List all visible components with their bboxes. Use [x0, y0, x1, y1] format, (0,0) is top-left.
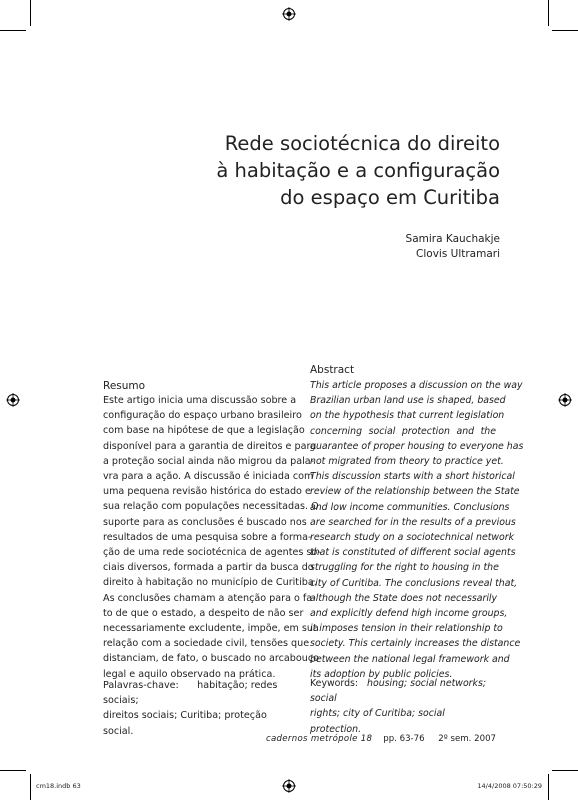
abstract-text — [310, 378, 524, 682]
resumo-line: relação com a sociedade civil, tensões que — [103, 638, 310, 650]
keywords-value: rights; city of Curitiba; social protection. — [310, 708, 445, 735]
crop-mark — [30, 774, 31, 800]
resumo-line: legal e aquilo observado na prática. — [103, 668, 276, 680]
crop-mark — [552, 30, 578, 31]
resumo-line: direito à habitação no município de Curitiba. — [103, 577, 317, 589]
keywords-label: Palavras-chave: — [103, 680, 179, 691]
crop-mark — [0, 770, 26, 771]
resumo-line: ciais diversos, formada a partir da busca do — [103, 562, 314, 574]
page-footer — [266, 734, 496, 744]
palavras-chave — [103, 678, 293, 739]
abstract-line: and low income communities. Conclusions — [310, 501, 510, 513]
crop-mark — [548, 0, 549, 26]
resumo-line: sua relação com populações necessitadas. O — [103, 501, 319, 513]
article-title — [140, 130, 500, 211]
page-range: pp. 63-76 — [383, 734, 425, 744]
abstract-line: are searched for in the results of a previous — [310, 516, 516, 528]
abstract-line: between the national legal framework and — [310, 653, 510, 665]
resumo-line: vra para a ação. A discussão é iniciada com — [103, 471, 314, 483]
abstract-line: This article proposes a discussion on the way — [310, 380, 523, 391]
resumo-line: distanciam, de fato, o buscado no arcabouço — [103, 653, 319, 665]
abstract-line: concerning social protection and the — [310, 425, 496, 437]
resumo-line: ção de uma rede sociotécnica de agentes so- — [103, 547, 321, 559]
registration-mark-icon — [6, 393, 20, 407]
keywords — [310, 676, 496, 737]
slug-datetime: 14/4/2008 07:50:29 — [477, 782, 542, 790]
crop-mark — [0, 30, 26, 31]
keywords-label: Keywords: — [310, 678, 359, 689]
abstract-line: research study on a sociotechnical network — [310, 532, 515, 544]
resumo-heading: Resumo — [103, 380, 146, 392]
title-line: Rede sociotécnica do direito — [224, 132, 500, 155]
crop-mark — [30, 0, 31, 26]
abstract-line: review of the relationship between the State — [310, 486, 520, 498]
abstract-line: struggling for the right to housing in the — [310, 562, 499, 574]
resumo-line: necessariamente excludente, impõe, em sua — [103, 623, 319, 635]
resumo-line: configuração do espaço urbano brasileiro — [103, 410, 302, 422]
crop-mark — [552, 770, 578, 771]
author-list — [250, 232, 500, 262]
title-line: à habitação e a configuração — [216, 159, 500, 182]
abstract-line: that is constituted of different social agents — [310, 547, 516, 559]
abstract-line: although the State does not necessarily — [310, 592, 498, 604]
author-name: Clovis Ultramari — [416, 248, 500, 260]
resumo-line: a proteção social ainda não migrou da pala- — [103, 455, 315, 467]
abstract-line: Brazilian urban land use is shaped, based — [310, 395, 506, 407]
keywords-value: habitação; redes sociais; — [103, 680, 278, 707]
title-line: do espaço em Curitiba — [280, 186, 500, 209]
author-name: Samira Kauchakje — [405, 233, 500, 245]
semester: 2º sem. 2007 — [438, 734, 496, 744]
abstract-line: city of Curitiba. The conclusions reveal that, — [310, 577, 518, 589]
resumo-text — [103, 393, 321, 682]
keywords-value: direitos sociais; Curitiba; proteção social. — [103, 710, 267, 737]
keywords-value: housing; social networks; social — [310, 678, 487, 705]
resumo-line: uma pequena revisão histórica do estado e — [103, 486, 311, 498]
abstract-line: This discussion starts with a short historical — [310, 471, 515, 483]
abstract-heading: Abstract — [310, 364, 355, 376]
registration-mark-icon — [282, 779, 296, 793]
journal-name: cadernos metrópole 18 — [265, 734, 373, 744]
abstract-line: and explicitly defend high income groups, — [310, 608, 508, 620]
resumo-line: Este artigo inicia uma discussão sobre a — [103, 395, 297, 406]
abstract-line: not migrated from theory to practice yet. — [310, 456, 504, 468]
registration-mark-icon — [558, 393, 572, 407]
resumo-line: disponível para a garantia de direitos e para — [103, 440, 317, 452]
slug-file: cm18.indb 63 — [36, 782, 81, 790]
abstract-line: on the hypothesis that current legislation — [310, 410, 505, 422]
abstract-line: it imposes tension in their relationship to — [310, 623, 503, 635]
resumo-line: As conclusões chamam a atenção para o fa- — [103, 592, 316, 604]
resumo-line: resultados de uma pesquisa sobre a forma- — [103, 531, 312, 543]
resumo-line: to de que o estado, a despeito de não ser — [103, 607, 304, 619]
crop-mark — [548, 774, 549, 800]
resumo-line: suporte para as conclusões é buscado nos — [103, 516, 307, 528]
registration-mark-icon — [282, 7, 296, 21]
abstract-line: its adoption by public policies. — [310, 668, 453, 680]
abstract-line: guarantee of proper housing to everyone has — [310, 440, 524, 452]
resumo-line: com base na hipótese de que a legislação — [103, 425, 305, 437]
abstract-line: society. This certainly increases the distance — [310, 638, 521, 650]
